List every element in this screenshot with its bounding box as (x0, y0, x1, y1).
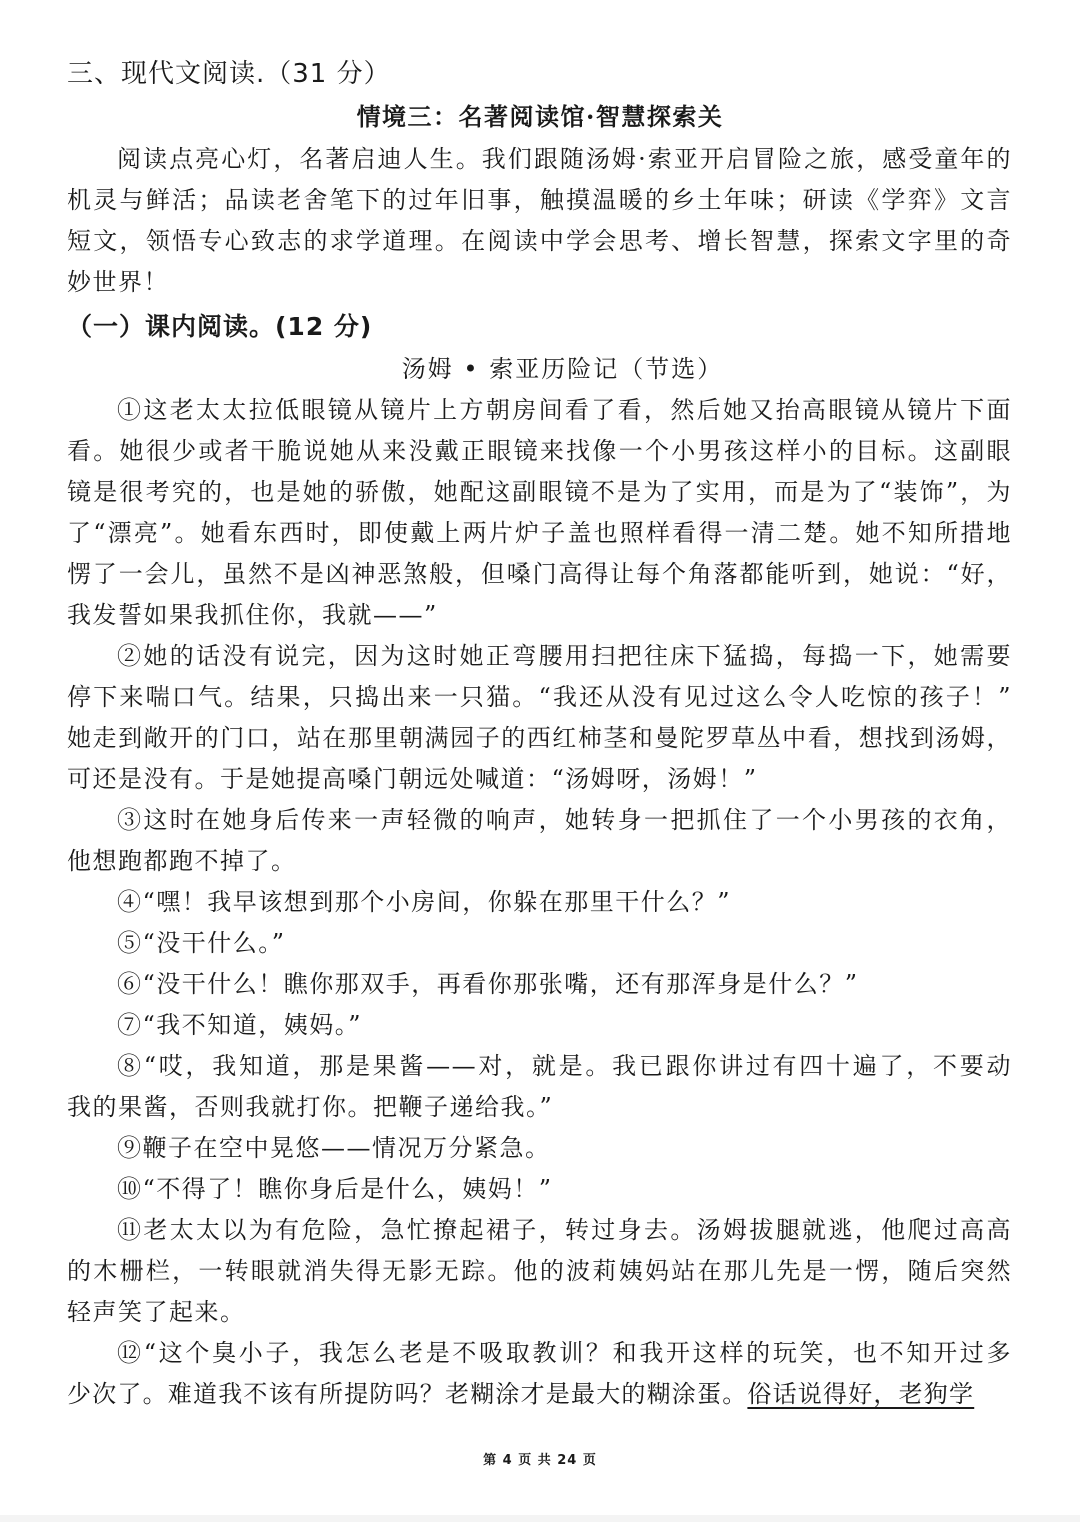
paragraph-line: ⑦“我不知道，姨妈。” (117, 1011, 363, 1039)
intro-line: 阅读点亮心灯，名著启迪人生。我们跟随汤姆·索亚开启冒险之旅，感受童年的 (117, 145, 1012, 173)
paragraph-line: 了“漂亮”。她看东西时，即使戴上两片炉子盖也照样看得一清二楚。她不知所措地 (67, 519, 1012, 547)
section-heading: 三、现代文阅读.（31 分） (67, 59, 391, 89)
paragraph-line: 的木栅栏，一转眼就消失得无影无踪。他的波莉姨妈站在那儿先是一愣，随后突然 (67, 1257, 1012, 1285)
scenario-title: 情境三：名著阅读馆·智慧探索关 (356, 102, 724, 131)
paragraph-line: ⑫“这个臭小子，我怎么老是不吸取教训？和我开这样的玩笑，也不知开过多 (117, 1339, 1012, 1367)
paragraph-line: ⑥“没干什么！瞧你那双手，再看你那张嘴，还有那浑身是什么？” (117, 970, 859, 998)
intro-line: 妙世界！ (67, 268, 169, 296)
paragraph-line: 可还是没有。于是她提高嗓门朝远处喊道：“汤姆呀，汤姆！” (67, 765, 758, 793)
article-title: 汤姆 • 索亚历险记（节选） (401, 355, 724, 383)
paragraph-line: ⑪老太太以为有危险，急忙撩起裙子，转过身去。汤姆拔腿就逃，他爬过高高 (117, 1216, 1012, 1244)
paragraph-line: ⑩“不得了！瞧你身后是什么，姨妈！” (117, 1175, 553, 1203)
paragraph-line: 我发誓如果我抓住你，我就——” (67, 601, 438, 629)
page-footer: 第 4 页 共 24 页 (483, 1453, 597, 1468)
paragraph-line-last (67, 1377, 1012, 1411)
paragraph-line: ③这时在她身后传来一声轻微的响声，她转身一把抓住了一个小男孩的衣角， (117, 806, 1012, 834)
underlined-phrase: 俗话说得好，老狗学 (747, 1380, 975, 1408)
paragraph-line: 她走到敞开的门口，站在那里朝满园子的西红柿茎和曼陀罗草丛中看，想找到汤姆， (67, 724, 1012, 752)
paragraph-line: ⑧“哎，我知道，那是果酱——对，就是。我已跟你讲过有四十遍了，不要动 (117, 1052, 1012, 1080)
paragraph-line: ⑨鞭子在空中晃悠——情况万分紧急。 (117, 1134, 551, 1162)
paragraph-line: 愣了一会儿，虽然不是凶神恶煞般，但嗓门高得让每个角落都能听到，她说：“好， (67, 560, 1012, 588)
paragraph-line: 轻声笑了起来。 (67, 1298, 246, 1326)
part-heading: （一）课内阅读。(12 分) (67, 312, 373, 341)
paragraph-line: ①这老太太拉低眼镜从镜片上方朝房间看了看，然后她又抬高眼镜从镜片下面 (117, 396, 1012, 424)
paragraph-line: ④“嘿！我早该想到那个小房间，你躲在那里干什么？” (117, 888, 732, 916)
paragraph-line: 他想跑都跑不掉了。 (67, 847, 297, 875)
page-bottom-edge (0, 1515, 1080, 1522)
paragraph-line: ⑤“没干什么。” (117, 929, 286, 957)
paragraph-text: 少次了。难道我不该有所提防吗？老糊涂才是最大的糊涂蛋。 (67, 1380, 748, 1408)
paragraph-line: ②她的话没有说完，因为这时她正弯腰用扫把往床下猛捣，每捣一下，她需要 (117, 642, 1012, 670)
paragraph-line: 看。她很少或者干脆说她从来没戴正眼镜来找像一个小男孩这样小的目标。这副眼 (67, 437, 1012, 465)
paragraph-line: 我的果酱，否则我就打你。把鞭子递给我。” (67, 1093, 554, 1121)
intro-line: 机灵与鲜活；品读老舍笔下的过年旧事，触摸温暖的乡土年味；研读《学弈》文言 (67, 186, 1012, 214)
intro-line: 短文，领悟专心致志的求学道理。在阅读中学会思考、增长智慧，探索文字里的奇 (67, 227, 1012, 255)
paragraph-line: 镜是很考究的，也是她的骄傲，她配这副眼镜不是为了实用，而是为了“装饰”，为 (67, 478, 1012, 506)
paragraph-line: 停下来喘口气。结果，只捣出来一只猫。“我还从没有见过这么令人吃惊的孩子！” (67, 683, 1012, 711)
